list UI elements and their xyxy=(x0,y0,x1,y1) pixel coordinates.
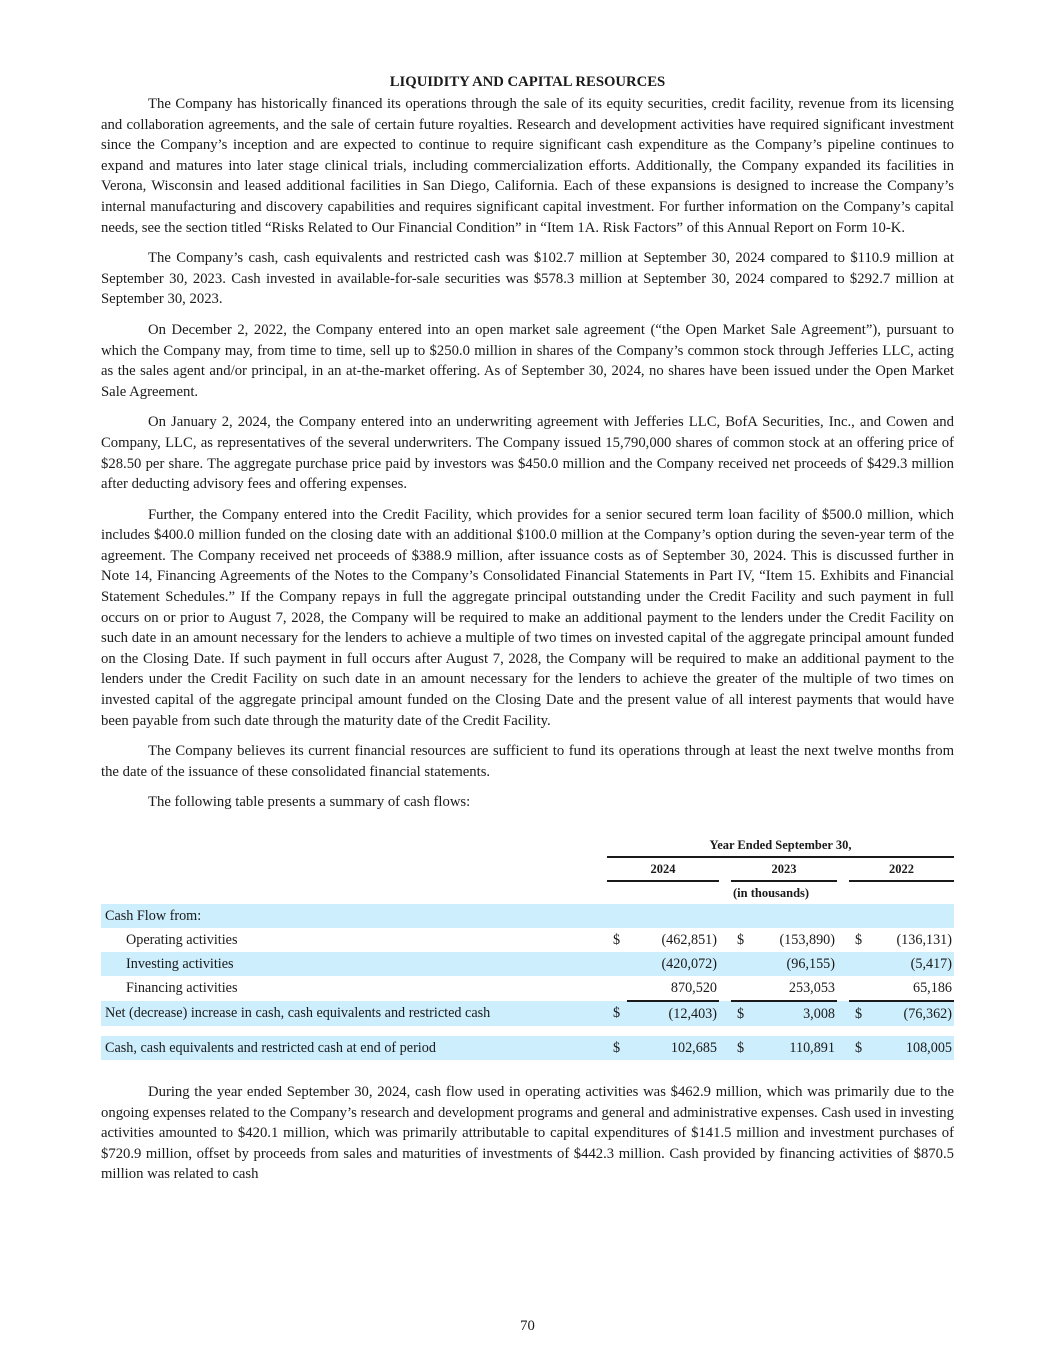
table-row-end-balance xyxy=(101,1036,954,1060)
paragraph-credit-facility: Further, the Company entered into the Credit Facility, which provides for a senior secured term loan facility of $500.0 million, which includes $400.0 million funded on the closing date with an additional $100.0 million at the Company’s option during the seven-year term of the agreement. The Company received net proceeds of $388.9 million, after issuance costs as of September 30, 2024. This is discussed further in Note 14, Financing Agreements of the Notes to the Company’s Consolidated Financial Statements in Part IV, “Item 15. Exhibits and Financial Statement Schedules.” If the Company repays in full the aggregate principal outstanding under the Credit Facility and such payment in full occurs on or prior to August 7, 2028, the Company will be required to make an additional payment to the lenders under the Credit Facility on such date in an amount necessary for the lenders to achieve a multiple of two times on invested capital of the aggregate principal amount funded on the Closing Date. If such payment in full occurs after August 7, 2028, the Company will be required to make an additional payment to the lenders under the Credit Facility on such date in an amount necessary for the lenders to achieve the greater of the multiple of two times on invested capital of the aggregate principal amount funded on the Closing Date and the present value of all interest payments that would have been payable from such date through the maturity date of the Credit Facility. xyxy=(101,506,954,729)
row-label: Financing activities xyxy=(126,980,238,996)
year-header-2023: 2023 xyxy=(731,857,837,881)
currency-symbol: $ xyxy=(849,1036,869,1060)
value-2024: (462,851) xyxy=(661,931,717,948)
table-row-section xyxy=(101,904,954,928)
cash-flow-table xyxy=(101,834,954,1060)
year-header-2022: 2022 xyxy=(849,857,954,881)
table-row-operating xyxy=(101,928,954,952)
value-2023: 110,891 xyxy=(751,1036,837,1060)
currency-symbol: $ xyxy=(613,931,621,948)
paragraph-cash-flow-discussion: During the year ended September 30, 2024, cash flow used in operating activities was $462.9 million, which was primarily due to the ongoing expenses related to the Company’s research and development programs and general and administrative expenses. Cash used in investing activities amounted to $420.1 million, which was primarily attributable to capital expenditures of $141.5 million and investment purchases of $720.9 million, offset by proceeds from sales and maturities of investments of $442.3 million. Cash provided by financing activities of $870.5 million was related to cash xyxy=(101,1084,954,1183)
table-spacer xyxy=(101,1026,954,1036)
value-2022: 65,186 xyxy=(869,976,954,1001)
row-label: Cash, cash equivalents and restricted cash at end of period xyxy=(101,1036,607,1060)
value-2023: (96,155) xyxy=(751,952,837,976)
page-number: 70 xyxy=(520,1318,535,1334)
year-header-2024: 2024 xyxy=(607,857,719,881)
period-header: Year Ended September 30, xyxy=(607,834,954,857)
value-2022: (136,131) xyxy=(896,931,952,948)
value-2022: (76,362) xyxy=(869,1001,954,1026)
table-header-units xyxy=(101,881,954,904)
value-2024: 102,685 xyxy=(627,1036,719,1060)
value-2022: (5,417) xyxy=(869,952,954,976)
paragraph-sufficiency: The Company believes its current financial resources are sufficient to fund its operations through at least the next twelve months from the date of the issuance of these consolidated financial statements. xyxy=(101,743,954,780)
value-2022: 108,005 xyxy=(869,1036,954,1060)
row-label: Investing activities xyxy=(101,952,607,976)
value-2024: 870,520 xyxy=(627,976,719,1001)
section-label: Cash Flow from: xyxy=(101,904,607,928)
currency-symbol: $ xyxy=(731,1001,751,1026)
value-2024: (420,072) xyxy=(627,952,719,976)
row-label: Operating activities xyxy=(126,931,238,948)
value-2023: 253,053 xyxy=(751,976,837,1001)
value-2023: (153,890) xyxy=(779,931,835,948)
currency-symbol: $ xyxy=(731,1036,751,1060)
section-heading: LIQUIDITY AND CAPITAL RESOURCES xyxy=(389,74,666,90)
currency-symbol: $ xyxy=(849,1001,869,1026)
table-header-period xyxy=(101,834,954,857)
table-row-investing xyxy=(101,952,954,976)
row-label: Net (decrease) increase in cash, cash equivalents and restricted cash xyxy=(101,1001,607,1026)
currency-symbol: $ xyxy=(607,1001,627,1026)
paragraph-open-market-sale: On December 2, 2022, the Company entered into an open market sale agreement (“the Open Market Sale Agreement”), pursuant to which the Company may, from time to time, sell up to $250.0 million in shares of the Company’s common stock through Jefferies LLC, acting as the sales agent and/or principal, in an at-the-market offering. As of September 30, 2024, no shares have been issued under the Open Market Sale Agreement. xyxy=(101,321,954,400)
value-2023: 3,008 xyxy=(751,1001,837,1026)
table-header-years xyxy=(101,857,954,881)
table-row-financing xyxy=(101,976,954,1001)
paragraph-table-intro: The following table presents a summary of cash flows: xyxy=(148,794,471,811)
units-label: (in thousands) xyxy=(733,885,810,900)
value-2024: (12,403) xyxy=(627,1001,719,1026)
paragraph-financing-history: The Company has historically financed its operations through the sale of its equity securities, credit facility, revenue from its licensing and collaboration agreements, and the sale of certain future royalties. Research and development activities have required significant investment since the Company’s inception and are expected to continue to require significant cash expenditure as the Company’s pipeline continues to expand and matures into later stage clinical trials, including commercialization efforts. Additionally, the Company expanded its facilities in Verona, Wisconsin and leased additional facilities in San Diego, California. Each of these expansions is designed to increase the Company’s internal manufacturing and discovery capabilities and requires significant capital investment. For further information on the Company’s capital needs, see the section titled “Risks Related to Our Financial Condition” in “Item 1A. Risk Factors” of this Annual Report on Form 10-K. xyxy=(101,96,954,236)
currency-symbol: $ xyxy=(737,931,745,948)
document-page xyxy=(101,72,954,1195)
paragraph-cash-balances: The Company’s cash, cash equivalents and restricted cash was $102.7 million at September 30, 2024 compared to $110.9 million at September 30, 2023. Cash invested in available-for-sale securities was $578.3 million at September 30, 2024 compared to $292.7 million at September 30, 2023. xyxy=(101,250,954,308)
paragraph-underwriting: On January 2, 2024, the Company entered into an underwriting agreement with Jefferies LLC, BofA Securities, Inc., and Cowen and Company, LLC, as representatives of the several underwriters. The Company issued 15,790,000 shares of common stock at an offering price of $28.50 per share. The aggregate purchase price paid by investors was $450.0 million and the Company received net proceeds of $429.3 million after deducting advisory fees and offering expenses. xyxy=(101,414,954,493)
currency-symbol: $ xyxy=(855,931,863,948)
table-row-net-change xyxy=(101,1001,954,1026)
currency-symbol: $ xyxy=(607,1036,627,1060)
